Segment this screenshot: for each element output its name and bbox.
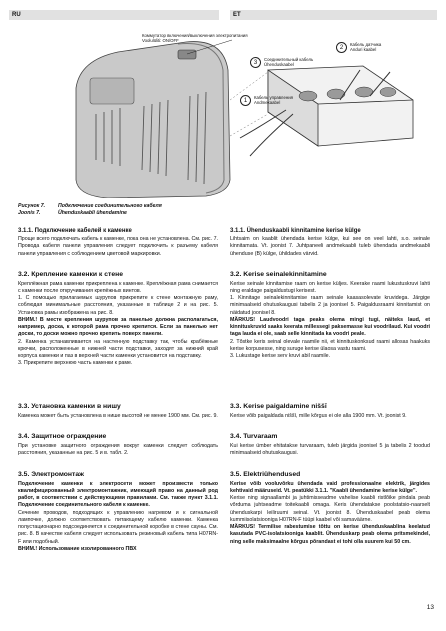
section-title: 3.5. Электромонтаж (18, 471, 84, 478)
section-3-1-1-ru (18, 227, 218, 258)
section-title: 3.2. Крепление каменки к стене (18, 271, 123, 278)
caption-text: Подключение соединительного кабеля (58, 203, 162, 209)
warning-paragraph: Kerise võib vooluvõrku ühendada vaid professionaalne elektrik, järgides kehtivaid määruseid. Vt. peatükki 3.1.1. "Kaabli ühendamine kerise külge". (230, 480, 430, 494)
section-title: 3.2. Kerise seinalekinnitamine (230, 271, 327, 278)
section-3-3-et (230, 403, 430, 420)
paragraph: 2. Tõstke keris seinal olevale raamile nii, et kinnituskonksud raami allosas haakuks kerise korpusesse, ning suruge kerise ülaosa vastu raami. (230, 338, 430, 352)
section-title: 3.5. Elektriühendused (230, 471, 301, 478)
paragraph: 2. Каменка устанавливается на настенную подставку так, чтобы крабёжные крючки, расположенные в нижней части подставки, заходят за нижний край корпуса каменки и паз в верхней части каменки установится на подставку. (18, 338, 218, 359)
paragraph: Сечение проводов, подходящих к управлению нагревом и к сигнальной лампочке, должно соответствовать питающему кабелю каменки. Каменка полустационарно подсоединяется к соединительной коробке в стене сауны. См. рис. 8. В качестве кабеля следует использовать резиновый кабель типа H07RN-F или подобный. (18, 509, 218, 545)
figure-caption-ru (18, 203, 162, 209)
caption-label: Рисунок 7. (18, 203, 46, 209)
caption-label: Joonis 7. (18, 210, 41, 216)
callout-number-2: 2 (336, 42, 347, 53)
warning-paragraph: ВНИМ.! Использование изолированного ПВХ (18, 545, 137, 552)
paragraph: Kerise ning signaallambi ja juhtimisseadme vahelise kaabli ristlõike pindala peab võrduma juhtseadme toitekaabli omaga. Keris ühendatakse poolstatsio-naarselt ühenduskarpi leiliruumi seinal. Vt. joonist 8. Ühenduskaabel peab olema kummiisolatsiooniga H07RN-F tüüpi kaabel või samaväärne. (230, 495, 430, 523)
paragraph: Проще всего подключать кабель к каменке, пока она не установлена. См. рис. 7. Провода кабеля панели управления следует подключить к разъему кабеля панели управления с соблюдением цветовой маркировки. (18, 236, 218, 257)
warning-paragraph: MÄRKUS! Termilise rabestumise tõttu on kerise ühenduskaablina keelatud kasutada PVC-isolatsiooniga kaablit. Ühenduskarp peab olema pritsmekindel, ning selle maksimaalne kõrgus põrandast ei tohi olla suurem kui 50 cm. (230, 524, 430, 545)
paragraph: Креплёжная рама каменки прикреплена к каменке. Креплёжная рама снимается с каменки после откручивания крепёжных винтов. (18, 280, 218, 294)
language-tab-ru: RU (9, 10, 219, 20)
callout-power-switch: Коммутатор включения/выключения электропитания Voolulüliti: ON/OFF (142, 33, 248, 44)
section-3-2-et (230, 271, 430, 360)
paragraph: 3. Lukustage kerise serv kruvi abil raamile. (230, 353, 331, 359)
warning-paragraph: Подключение каменки к электросети может произвести только квалифицированный электромонтажник, имеющий право на данный род работ, в соответствии с действующими правилами. См. также пункт 3.1.1. Подключение соединительного кабеля к каменке. (18, 480, 218, 509)
section-3-1-1-et (230, 227, 430, 258)
paragraph: 3. Прикрепите верхнюю часть каменки к раме. (18, 360, 133, 367)
section-3-5-et (230, 471, 430, 546)
section-title: 3.3. Установка каменки в нишу (18, 403, 121, 410)
paragraph: Kerise seinale kinnitamise raam on kerise küljes. Keerake raami lukustuskruvi lahti ning eraldage paigaldustugi kerisest. (230, 280, 430, 294)
section-title: 3.1.1. Ühenduskaabli kinnitamine kerise külge (230, 228, 361, 234)
callout-number-3: 3 (250, 57, 261, 68)
paragraph: Каменка может быть установлена в нише высотой не менее 1900 мм. См. рис. 9. (18, 412, 218, 419)
paragraph: Lihtsaim on kaablit ühendada kerise külge, kui see on veel lahti, s.o. seinale kinnitamata. Vt. joonist 7. Juhtpaneeli andmekaabli tuleb ühendada andmekaabli ühenduse (B) külge, ühildades värvid. (230, 236, 430, 257)
section-title: 3.3. Kerise paigaldamine niššī (230, 403, 327, 410)
figure-caption-et (18, 210, 127, 216)
heater-illustration (18, 30, 428, 198)
paragraph: Kerise võib paigaldada niššī, mille kõrgus ei ole alla 1900 mm. Vt. joonist 9. (230, 412, 407, 419)
callout-number-1: 1 (240, 95, 251, 106)
paragraph: При установке защитного ограждения вокруг каменки следует соблюдать расстояния, указанные на рис. 5 и в. табл. 2. (18, 442, 218, 456)
caption-text: Ühenduskaabli ühendamine (58, 210, 127, 216)
section-3-5-ru (18, 471, 218, 553)
power-switch (178, 50, 196, 59)
language-tab-et: ET (230, 10, 437, 20)
figure-7-heater-connection (18, 30, 428, 198)
callout-sensor-cable: Кабель датчика Anduri kaabel (350, 42, 382, 53)
section-title: 3.4. Turvaraam (230, 433, 278, 440)
paragraph: Kui kerise ümber ehitatakse turvaraam, tuleb järgida joonisel 5 ja tabelis 2 toodud minimaalseid ohutuskaugusi. (230, 442, 430, 456)
callout-connection-cable: Соединительный кабель Ühenduskaabel (264, 57, 314, 68)
section-title: 3.1.1. Подключение кабелей к каменке (18, 228, 132, 234)
warning-paragraph: ВНИМ.! В месте крепления шурупов за панелью должна располагаться, например, доска, к которой рама прочно крепится. Если за панелью нет доски, то доски можно прочно крепить поверх панели. (18, 316, 218, 338)
section-3-4-ru (18, 433, 218, 457)
callout-control-cable: Кабель управления Andmekaabel (254, 95, 293, 106)
paragraph: 1. Kinnitage seinalekinnitamise raam seinale kaasasolevate kruvidega. Järgige minimaalseid ohutuskaugusi tabelis 2 ja joonisel 5. Paigaldusraami kinnitamist on näidatud joonisel 8. (230, 295, 430, 316)
page-number: 13 (426, 604, 434, 611)
section-title: 3.4. Защитное ограждение (18, 433, 107, 440)
warning-paragraph: MÄRKUS! Laudvoodri taga peaks olema mingi tugi, näiteks laud, et kinnituskruvid saaks keerata millessegi paksemasse kui voodrilaud. Kui voodri taga lauda ei ole, saab selle kinnitada ka voodri peale. (230, 316, 430, 338)
section-3-3-ru (18, 403, 218, 420)
paragraph: 1. С помощью прилагаемых шурупов прикрепите к стене монтажную раму, соблюдая минимальные расстояния, указанные в таблице 2 и на рис. 5. Установка рамы изображена на рис. 8. (18, 295, 218, 316)
section-3-4-et (230, 433, 430, 457)
section-3-2-ru (18, 271, 218, 368)
